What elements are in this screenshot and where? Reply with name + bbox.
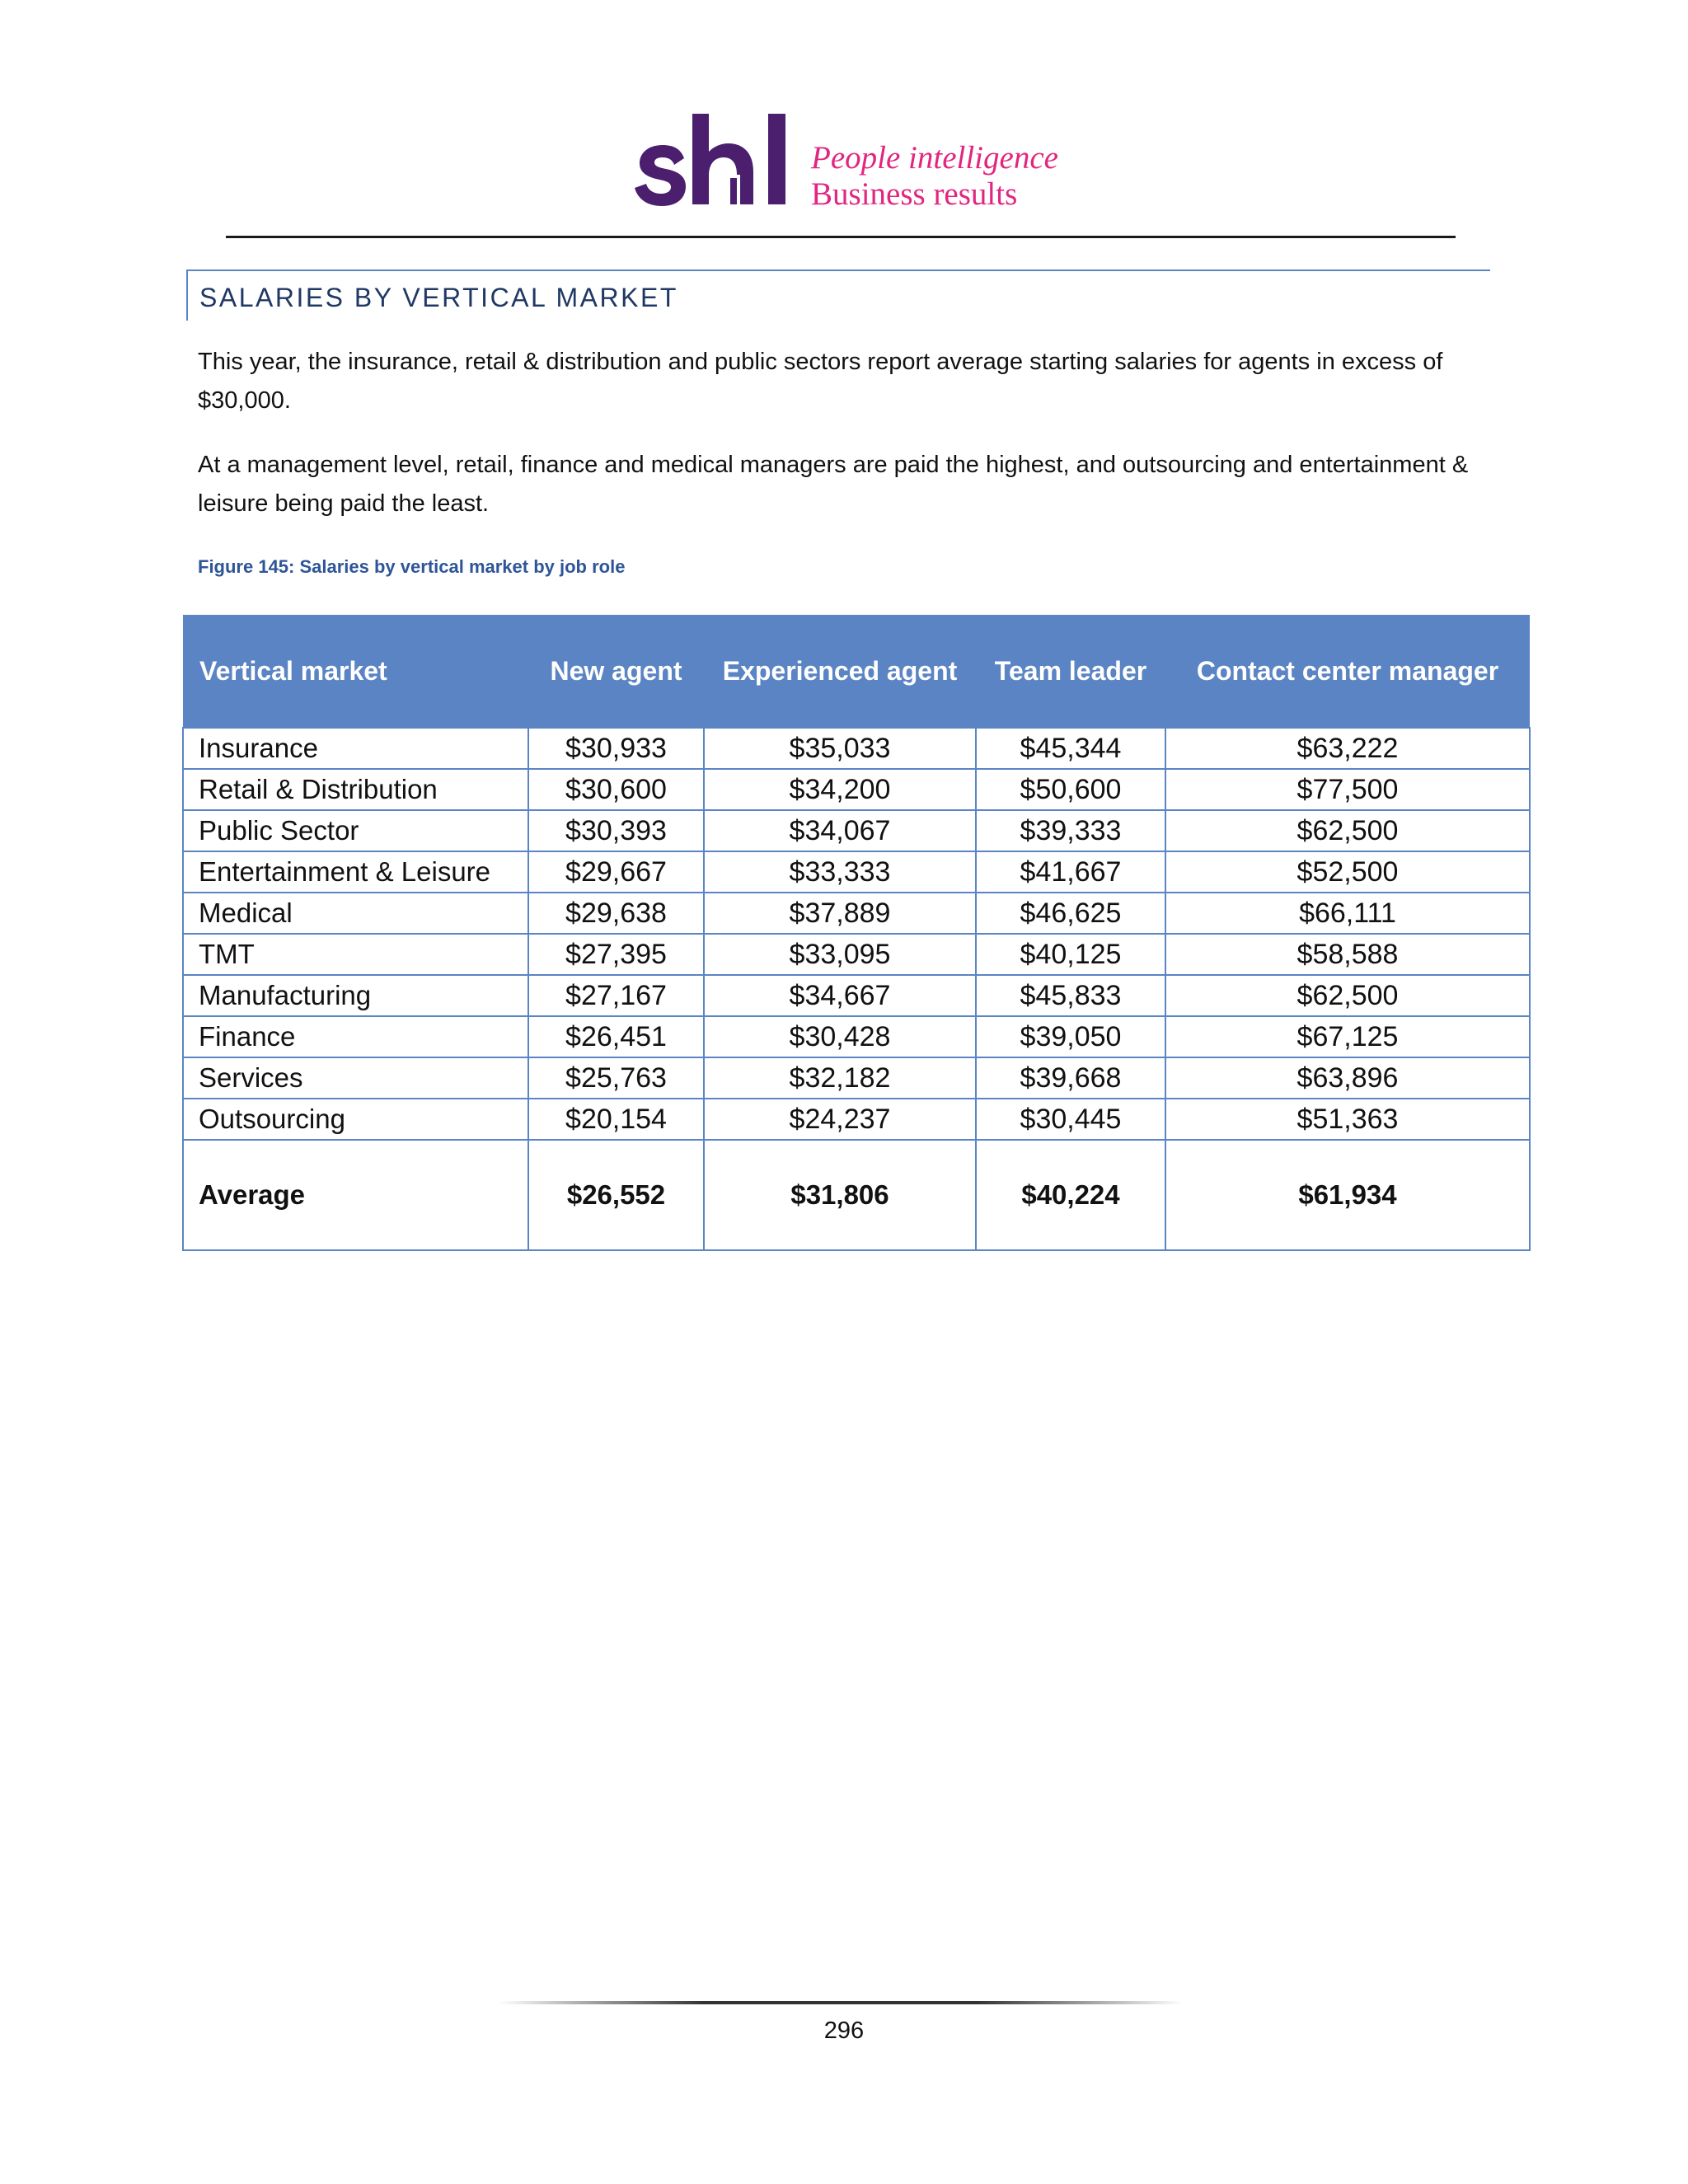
cell-experienced-agent: $24,237 [704,1099,976,1140]
footer-divider [499,2001,1183,2004]
column-header-contact-center-manager: Contact center manager [1165,615,1530,728]
cell-experienced-agent: $34,067 [704,810,976,851]
intro-paragraph-2: At a management level, retail, finance and medical managers are paid the highest, and outsourcing and entertainment & leisure being paid the least. [198,452,1469,517]
cell-team-leader: $40,125 [976,934,1165,975]
table-row [183,1099,1530,1140]
cell-team-leader: $45,833 [976,975,1165,1016]
tagline-people-intelligence: People intelligence [811,140,1058,176]
average-label: Average [183,1140,528,1250]
cell-experienced-agent: $32,182 [704,1057,976,1099]
figure-caption: Figure 145: Salaries by vertical market by job role [198,556,626,577]
column-header-team-leader: Team leader [976,615,1165,728]
cell-contact-center-manager: $52,500 [1165,851,1530,893]
cell-contact-center-manager: $66,111 [1165,893,1530,934]
cell-experienced-agent: $34,667 [704,975,976,1016]
cell-contact-center-manager: $58,588 [1165,934,1530,975]
cell-experienced-agent: $34,200 [704,769,976,810]
cell-team-leader: $41,667 [976,851,1165,893]
average-new-agent: $26,552 [528,1140,704,1250]
shl-logo [633,112,1062,219]
section-heading-box [186,269,1490,321]
cell-contact-center-manager: $51,363 [1165,1099,1530,1140]
cell-contact-center-manager: $67,125 [1165,1016,1530,1057]
table-row [183,769,1530,810]
cell-vertical-market: Finance [183,1016,528,1057]
table-header-row [183,615,1530,728]
cell-new-agent: $29,638 [528,893,704,934]
cell-new-agent: $30,600 [528,769,704,810]
cell-new-agent: $30,933 [528,728,704,769]
cell-team-leader: $39,333 [976,810,1165,851]
cell-contact-center-manager: $63,222 [1165,728,1530,769]
cell-team-leader: $46,625 [976,893,1165,934]
table-row [183,1016,1530,1057]
header-divider [226,236,1456,238]
cell-team-leader: $39,050 [976,1016,1165,1057]
average-team-leader: $40,224 [976,1140,1165,1250]
cell-vertical-market: Manufacturing [183,975,528,1016]
column-header-new-agent: New agent [528,615,704,728]
cell-new-agent: $25,763 [528,1057,704,1099]
table-body [183,728,1530,1140]
cell-new-agent: $20,154 [528,1099,704,1140]
tagline-business-results: Business results [811,176,1018,212]
cell-vertical-market: Public Sector [183,810,528,851]
salary-table [182,615,1531,1251]
table-row [183,975,1530,1016]
cell-team-leader: $45,344 [976,728,1165,769]
cell-vertical-market: Services [183,1057,528,1099]
intro-paragraph-1: This year, the insurance, retail & distribution and public sectors report average starting salaries for agents in excess of $30,000. [198,349,1443,414]
shl-logo-mark [633,112,798,215]
table-average-row [183,1140,1530,1250]
average-experienced-agent: $31,806 [704,1140,976,1250]
column-header-vertical-market: Vertical market [183,615,528,728]
cell-team-leader: $50,600 [976,769,1165,810]
cell-vertical-market: Medical [183,893,528,934]
cell-vertical-market: TMT [183,934,528,975]
table-row [183,810,1530,851]
page-number: 296 [823,2018,865,2044]
cell-vertical-market: Insurance [183,728,528,769]
table-row [183,1057,1530,1099]
cell-contact-center-manager: $77,500 [1165,769,1530,810]
cell-experienced-agent: $35,033 [704,728,976,769]
cell-contact-center-manager: $62,500 [1165,810,1530,851]
cell-new-agent: $26,451 [528,1016,704,1057]
cell-vertical-market: Entertainment & Leisure [183,851,528,893]
table-row [183,893,1530,934]
cell-contact-center-manager: $63,896 [1165,1057,1530,1099]
cell-experienced-agent: $37,889 [704,893,976,934]
cell-experienced-agent: $30,428 [704,1016,976,1057]
table-row [183,851,1530,893]
cell-vertical-market: Outsourcing [183,1099,528,1140]
cell-new-agent: $29,667 [528,851,704,893]
cell-new-agent: $30,393 [528,810,704,851]
cell-vertical-market: Retail & Distribution [183,769,528,810]
cell-new-agent: $27,167 [528,975,704,1016]
cell-contact-center-manager: $62,500 [1165,975,1530,1016]
cell-team-leader: $30,445 [976,1099,1165,1140]
cell-team-leader: $39,668 [976,1057,1165,1099]
cell-experienced-agent: $33,333 [704,851,976,893]
cell-new-agent: $27,395 [528,934,704,975]
table-row [183,934,1530,975]
cell-experienced-agent: $33,095 [704,934,976,975]
column-header-experienced-agent: Experienced agent [704,615,976,728]
table-row [183,728,1530,769]
logo-taglines [811,140,1058,213]
average-contact-center-manager: $61,934 [1165,1140,1530,1250]
section-title: SALARIES BY VERTICAL MARKET [199,283,678,312]
